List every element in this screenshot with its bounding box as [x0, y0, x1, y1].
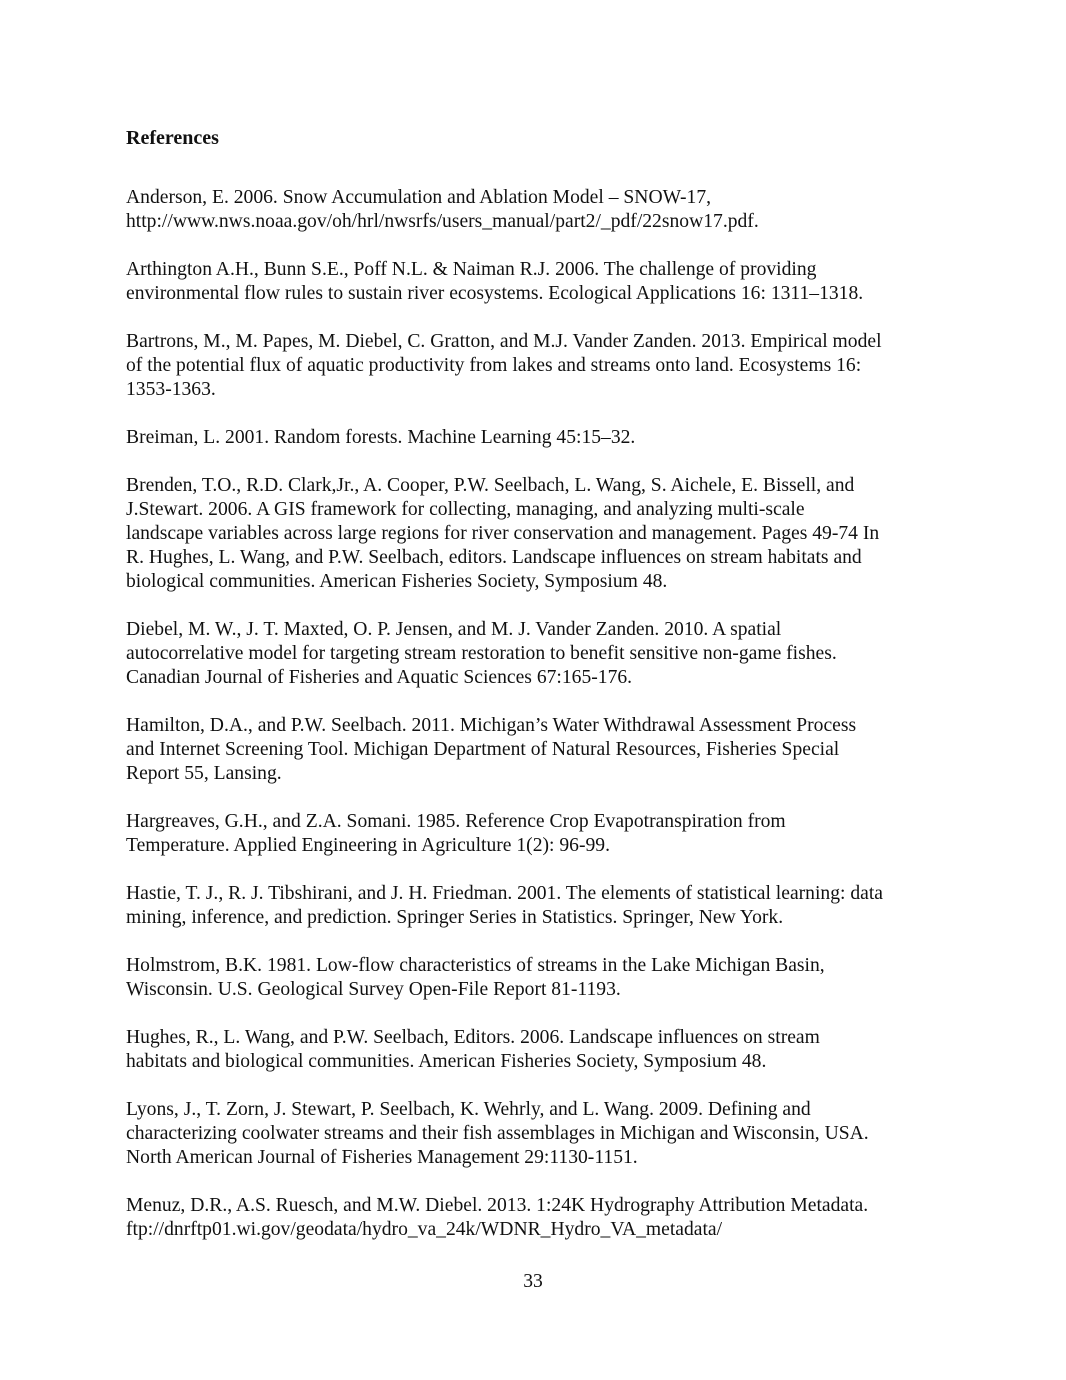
references-heading: References — [126, 127, 219, 149]
reference-line: Brenden, T.O., R.D. Clark,Jr., A. Cooper, P.W. Seelbach, L. Wang, S. Aichele, E. Bissell, and — [126, 475, 855, 496]
reference-line[interactable]: ftp://dnrftp01.wi.gov/geodata/hydro_va_24k/WDNR_Hydro_VA_metadata/ — [126, 1219, 723, 1240]
reference-arthington-2006 — [126, 258, 956, 306]
reference-hastie-2001 — [126, 882, 956, 930]
reference-line: Breiman, L. 2001. Random forests. Machine Learning 45:15–32. — [126, 427, 636, 448]
reference-line: 1353-1363. — [126, 379, 216, 400]
reference-line: Anderson, E. 2006. Snow Accumulation and Ablation Model – SNOW-17, — [126, 187, 712, 208]
reference-line: Hamilton, D.A., and P.W. Seelbach. 2011. Michigan’s Water Withdrawal Assessment Process — [126, 715, 857, 736]
reference-line: landscape variables across large regions for river conservation and management. Pages 49-74 In — [126, 523, 880, 544]
reference-line: Temperature. Applied Engineering in Agriculture 1(2): 96-99. — [126, 835, 610, 856]
reference-brenden-2006 — [126, 474, 956, 594]
reference-lyons-2009 — [126, 1098, 956, 1170]
reference-line: Menuz, D.R., A.S. Ruesch, and M.W. Diebel. 2013. 1:24K Hydrography Attribution Metadata. — [126, 1195, 869, 1216]
reference-line: Arthington A.H., Bunn S.E., Poff N.L. & Naiman R.J. 2006. The challenge of providing — [126, 259, 817, 280]
reference-line: R. Hughes, L. Wang, and P.W. Seelbach, editors. Landscape influences on stream habitats and — [126, 547, 862, 568]
reference-anderson-2006 — [126, 186, 956, 234]
reference-line: and Internet Screening Tool. Michigan Department of Natural Resources, Fisheries Special — [126, 739, 840, 760]
reference-line: habitats and biological communities. American Fisheries Society, Symposium 48. — [126, 1051, 767, 1072]
reference-breiman-2001 — [126, 426, 956, 450]
reference-diebel-2010 — [126, 618, 956, 690]
reference-hamilton-2011 — [126, 714, 956, 786]
reference-hargreaves-1985 — [126, 810, 956, 858]
reference-line[interactable]: http://www.nws.noaa.gov/oh/hrl/nwsrfs/users_manual/part2/_pdf/22snow17.pdf. — [126, 211, 759, 232]
reference-line: Hastie, T. J., R. J. Tibshirani, and J. H. Friedman. 2001. The elements of statistical learning: data — [126, 883, 883, 904]
reference-line: North American Journal of Fisheries Management 29:1130-1151. — [126, 1147, 638, 1168]
page-number: 33 — [523, 1271, 543, 1292]
reference-line: Bartrons, M., M. Papes, M. Diebel, C. Gratton, and M.J. Vander Zanden. 2013. Empirical model — [126, 331, 882, 352]
reference-line: Canadian Journal of Fisheries and Aquatic Sciences 67:165-176. — [126, 667, 633, 688]
reference-line: biological communities. American Fisheries Society, Symposium 48. — [126, 571, 668, 592]
reference-line: environmental flow rules to sustain river ecosystems. Ecological Applications 16: 1311–1318. — [126, 283, 864, 304]
reference-hughes-2006 — [126, 1026, 956, 1074]
reference-line: Hargreaves, G.H., and Z.A. Somani. 1985. Reference Crop Evapotranspiration from — [126, 811, 786, 832]
reference-line: autocorrelative model for targeting stream restoration to benefit sensitive non-game fishes. — [126, 643, 837, 664]
reference-line: of the potential flux of aquatic productivity from lakes and streams onto land. Ecosystems 16: — [126, 355, 862, 376]
reference-holmstrom-1981 — [126, 954, 956, 1002]
reference-line: Diebel, M. W., J. T. Maxted, O. P. Jensen, and M. J. Vander Zanden. 2010. A spatial — [126, 619, 782, 640]
reference-bartrons-2013 — [126, 330, 956, 402]
reference-line: characterizing coolwater streams and their fish assemblages in Michigan and Wisconsin, USA. — [126, 1123, 869, 1144]
reference-line: mining, inference, and prediction. Springer Series in Statistics. Springer, New York. — [126, 907, 784, 928]
reference-line: J.Stewart. 2006. A GIS framework for collecting, managing, and analyzing multi-scale — [126, 499, 805, 520]
reference-menuz-2013 — [126, 1194, 956, 1242]
reference-line: Lyons, J., T. Zorn, J. Stewart, P. Seelbach, K. Wehrly, and L. Wang. 2009. Defining and — [126, 1099, 811, 1120]
reference-line: Report 55, Lansing. — [126, 763, 282, 784]
reference-line: Wisconsin. U.S. Geological Survey Open-File Report 81-1193. — [126, 979, 621, 1000]
reference-line: Holmstrom, B.K. 1981. Low-flow characteristics of streams in the Lake Michigan Basin, — [126, 955, 825, 976]
reference-line: Hughes, R., L. Wang, and P.W. Seelbach, Editors. 2006. Landscape influences on stream — [126, 1027, 820, 1048]
